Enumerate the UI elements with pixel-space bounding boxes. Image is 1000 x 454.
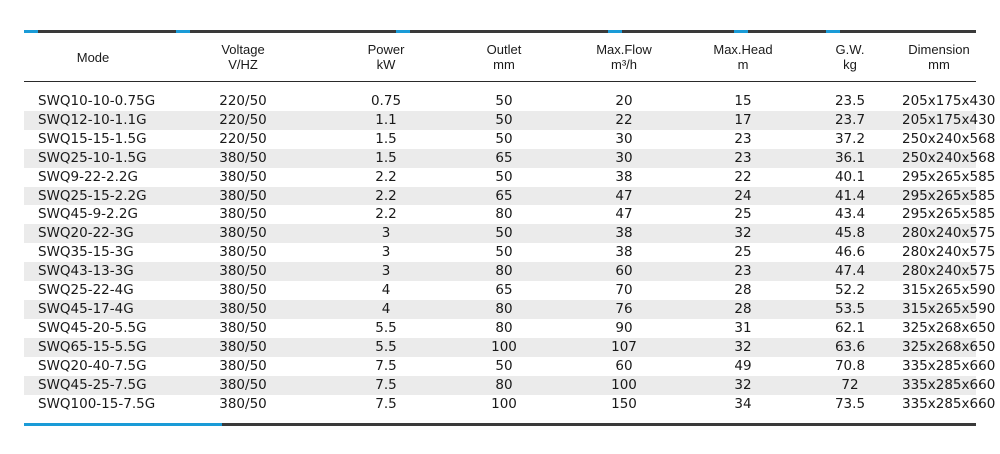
column-header-title: Voltage xyxy=(221,42,265,57)
table-cell: 80 xyxy=(448,205,560,224)
model-cell: SWQ43-13-3G xyxy=(24,262,162,281)
table-row xyxy=(24,376,976,395)
table-header-row xyxy=(24,33,976,82)
table-cell: 1.5 xyxy=(324,149,448,168)
table-cell: 23.7 xyxy=(798,111,902,130)
table-cell: 2.2 xyxy=(324,205,448,224)
table-cell: 32 xyxy=(688,224,798,243)
table-cell: 4 xyxy=(324,300,448,319)
column-header-title: Power xyxy=(367,42,405,57)
model-cell: SWQ45-9-2.2G xyxy=(24,205,162,224)
spacer-cell xyxy=(24,82,976,93)
table-cell: 47 xyxy=(560,187,688,206)
top-rule-accent xyxy=(24,30,38,33)
table-cell: 73.5 xyxy=(798,395,902,414)
table-row xyxy=(24,111,976,130)
table-cell: 76 xyxy=(560,300,688,319)
table-cell: 28 xyxy=(688,281,798,300)
table-cell: 25 xyxy=(688,243,798,262)
table-body xyxy=(24,82,996,414)
column-header-title: Dimension xyxy=(908,42,970,57)
table-cell: 28 xyxy=(688,300,798,319)
table-cell: 5.5 xyxy=(324,338,448,357)
table-cell: 47.4 xyxy=(798,262,902,281)
table-cell: 335x285x660 xyxy=(902,357,996,374)
table-cell: 107 xyxy=(560,338,688,357)
table-row xyxy=(24,149,976,168)
column-header-unit: V/HZ xyxy=(228,57,258,72)
column-header xyxy=(560,33,688,82)
column-header-unit: m³/h xyxy=(611,57,637,72)
table-cell: 4 xyxy=(324,281,448,300)
model-cell: SWQ15-15-1.5G xyxy=(24,130,162,149)
table-cell: 380/50 xyxy=(162,187,324,206)
table-cell: 380/50 xyxy=(162,319,324,338)
table-cell: 295x265x585 xyxy=(902,187,996,204)
top-rule-accent xyxy=(608,30,622,33)
table-cell: 70 xyxy=(560,281,688,300)
table-cell: 20 xyxy=(560,92,688,111)
table-cell: 7.5 xyxy=(324,376,448,395)
table-cell: 50 xyxy=(448,130,560,149)
table-cell: 380/50 xyxy=(162,262,324,281)
table-cell: 315x265x590 xyxy=(902,282,996,299)
table-cell: 335x285x660 xyxy=(902,376,996,393)
table-cell: 43.4 xyxy=(798,205,902,224)
table-cell: 50 xyxy=(448,224,560,243)
table-row xyxy=(24,357,976,376)
column-header xyxy=(688,33,798,82)
model-cell: SWQ25-22-4G xyxy=(24,281,162,300)
table-cell: 30 xyxy=(560,149,688,168)
column-header-unit: kW xyxy=(376,57,396,72)
model-cell: SWQ9-22-2.2G xyxy=(24,168,162,187)
table-cell: 30 xyxy=(560,130,688,149)
model-cell: SWQ100-15-7.5G xyxy=(24,395,162,414)
column-header-unit: m xyxy=(737,57,749,72)
table-row xyxy=(24,319,976,338)
table-cell: 380/50 xyxy=(162,281,324,300)
table-cell: 380/50 xyxy=(162,205,324,224)
table-cell: 65 xyxy=(448,187,560,206)
table-cell: 80 xyxy=(448,262,560,281)
column-header xyxy=(162,33,324,82)
column-header-title: Outlet xyxy=(486,42,522,57)
table-cell: 380/50 xyxy=(162,168,324,187)
model-cell: SWQ25-10-1.5G xyxy=(24,149,162,168)
table-cell: 150 xyxy=(560,395,688,414)
table-cell: 380/50 xyxy=(162,338,324,357)
column-header xyxy=(448,33,560,82)
top-rule-accent xyxy=(734,30,748,33)
bottom-rule-accent xyxy=(24,423,222,426)
table-cell: 3 xyxy=(324,262,448,281)
table-row xyxy=(24,300,976,319)
table-cell: 72 xyxy=(798,376,902,395)
table-cell: 25 xyxy=(688,205,798,224)
table-cell: 23.5 xyxy=(798,92,902,111)
column-header-unit: kg xyxy=(843,57,857,72)
model-cell: SWQ65-15-5.5G xyxy=(24,338,162,357)
column-header xyxy=(24,33,162,82)
table-cell: 100 xyxy=(560,376,688,395)
table-cell: 52.2 xyxy=(798,281,902,300)
table-cell: 250x240x568 xyxy=(902,130,996,147)
table-cell: 23 xyxy=(688,262,798,281)
table-cell: 23 xyxy=(688,130,798,149)
column-header-unit: mm xyxy=(493,57,515,72)
table-row xyxy=(24,168,976,187)
model-cell: SWQ25-15-2.2G xyxy=(24,187,162,206)
table-cell: 380/50 xyxy=(162,357,324,376)
table-cell: 31 xyxy=(688,319,798,338)
table-row xyxy=(24,281,976,300)
model-cell: SWQ20-22-3G xyxy=(24,224,162,243)
table-cell: 15 xyxy=(688,92,798,111)
table-cell: 60 xyxy=(560,357,688,376)
table-cell: 325x268x650 xyxy=(902,338,996,355)
table-cell: 22 xyxy=(560,111,688,130)
table-row xyxy=(24,224,976,243)
table-cell: 1.5 xyxy=(324,130,448,149)
table-cell: 280x240x575 xyxy=(902,244,996,261)
model-cell: SWQ35-15-3G xyxy=(24,243,162,262)
column-header-title: Max.Head xyxy=(713,42,773,57)
top-rule-accent xyxy=(826,30,840,33)
table-cell: 220/50 xyxy=(162,130,324,149)
table-cell: 45.8 xyxy=(798,224,902,243)
table-cell: 5.5 xyxy=(324,319,448,338)
table-cell: 315x265x590 xyxy=(902,300,996,317)
table-cell: 23 xyxy=(688,149,798,168)
table-cell: 7.5 xyxy=(324,395,448,414)
table-cell: 32 xyxy=(688,376,798,395)
table-cell: 380/50 xyxy=(162,243,324,262)
table-cell: 49 xyxy=(688,357,798,376)
table-row xyxy=(24,395,976,414)
table-cell: 65 xyxy=(448,149,560,168)
table-cell: 34 xyxy=(688,395,798,414)
table-cell: 3 xyxy=(324,224,448,243)
table-cell: 50 xyxy=(448,92,560,111)
column-header xyxy=(324,33,448,82)
table-cell: 380/50 xyxy=(162,149,324,168)
table-cell: 24 xyxy=(688,187,798,206)
table-cell: 80 xyxy=(448,319,560,338)
table-cell: 90 xyxy=(560,319,688,338)
column-header xyxy=(902,33,976,82)
table-row xyxy=(24,130,976,149)
table-cell: 1.1 xyxy=(324,111,448,130)
column-header-unit: mm xyxy=(928,57,950,72)
table-cell: 62.1 xyxy=(798,319,902,338)
top-rule-accent xyxy=(176,30,190,33)
table-cell: 70.8 xyxy=(798,357,902,376)
pump-spec-table xyxy=(24,33,996,413)
table-cell: 50 xyxy=(448,168,560,187)
table-cell: 335x285x660 xyxy=(902,395,996,412)
table-cell: 36.1 xyxy=(798,149,902,168)
table-cell: 38 xyxy=(560,243,688,262)
table-cell: 380/50 xyxy=(162,395,324,414)
table-cell: 3 xyxy=(324,243,448,262)
table-cell: 63.6 xyxy=(798,338,902,357)
spec-table-frame xyxy=(24,30,996,426)
table-cell: 40.1 xyxy=(798,168,902,187)
table-cell: 280x240x575 xyxy=(902,225,996,242)
table-row xyxy=(24,262,976,281)
column-header-title: Mode xyxy=(76,49,110,65)
table-cell: 250x240x568 xyxy=(902,149,996,166)
model-cell: SWQ45-20-5.5G xyxy=(24,319,162,338)
table-cell: 47 xyxy=(560,205,688,224)
model-cell: SWQ12-10-1.1G xyxy=(24,111,162,130)
model-cell: SWQ20-40-7.5G xyxy=(24,357,162,376)
table-cell: 380/50 xyxy=(162,376,324,395)
table-cell: 295x265x585 xyxy=(902,206,996,223)
top-rule xyxy=(24,30,976,33)
table-cell: 22 xyxy=(688,168,798,187)
model-cell: SWQ45-25-7.5G xyxy=(24,376,162,395)
column-header-title: Max.Flow xyxy=(596,42,652,57)
table-cell: 205x175x430 xyxy=(902,111,996,128)
table-cell: 280x240x575 xyxy=(902,263,996,280)
table-cell: 380/50 xyxy=(162,224,324,243)
table-cell: 38 xyxy=(560,168,688,187)
table-cell: 7.5 xyxy=(324,357,448,376)
table-cell: 0.75 xyxy=(324,92,448,111)
table-row xyxy=(24,92,976,111)
table-cell: 41.4 xyxy=(798,187,902,206)
table-cell: 17 xyxy=(688,111,798,130)
table-cell: 46.6 xyxy=(798,243,902,262)
table-cell: 50 xyxy=(448,357,560,376)
table-cell: 80 xyxy=(448,300,560,319)
table-cell: 38 xyxy=(560,224,688,243)
table-cell: 32 xyxy=(688,338,798,357)
model-cell: SWQ45-17-4G xyxy=(24,300,162,319)
bottom-rule xyxy=(24,423,976,426)
table-row xyxy=(24,205,976,224)
table-row xyxy=(24,243,976,262)
table-cell: 65 xyxy=(448,281,560,300)
table-row xyxy=(24,338,976,357)
table-cell: 50 xyxy=(448,111,560,130)
table-cell: 100 xyxy=(448,338,560,357)
top-rule-accent xyxy=(396,30,410,33)
table-cell: 2.2 xyxy=(324,187,448,206)
table-cell: 80 xyxy=(448,376,560,395)
model-cell: SWQ10-10-0.75G xyxy=(24,92,162,111)
table-cell: 220/50 xyxy=(162,92,324,111)
table-cell: 37.2 xyxy=(798,130,902,149)
table-cell: 325x268x650 xyxy=(902,319,996,336)
table-cell: 50 xyxy=(448,243,560,262)
table-cell: 53.5 xyxy=(798,300,902,319)
table-cell: 2.2 xyxy=(324,168,448,187)
table-cell: 205x175x430 xyxy=(902,93,996,109)
table-cell: 100 xyxy=(448,395,560,414)
table-cell: 295x265x585 xyxy=(902,168,996,185)
table-row xyxy=(24,187,976,206)
table-spacer-row xyxy=(24,82,976,93)
column-header-title: G.W. xyxy=(835,42,865,57)
table-cell: 220/50 xyxy=(162,111,324,130)
table-cell: 60 xyxy=(560,262,688,281)
column-header xyxy=(798,33,902,82)
table-cell: 380/50 xyxy=(162,300,324,319)
